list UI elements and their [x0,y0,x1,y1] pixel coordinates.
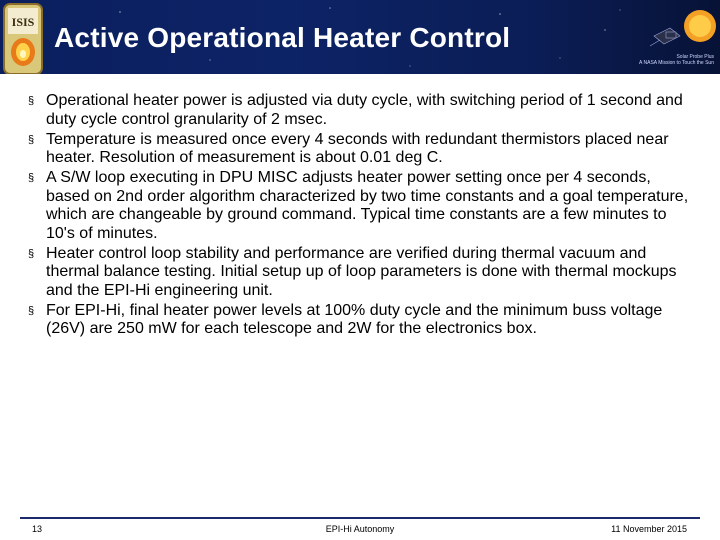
isis-logo [0,0,46,74]
solar-probe-logo [636,6,716,58]
bullet-icon: § [28,304,35,317]
header-banner [0,0,720,74]
page-title: Active Operational Heater Control [54,22,511,53]
bullet-item [28,131,696,168]
footer-date: 11 November 2015 [611,524,687,534]
bullet-icon: § [28,172,35,184]
bullet-item [28,169,696,243]
isis-logo-text: ISIS [11,15,35,29]
bullet-text: Heater control loop stability and performance are verified during thermal vacuum and thermal balance testing. Initial setup up of loop parameters is done with thermal mockups and the EPI-Hi engineering unit. [46,244,677,299]
footer-title: EPI-Hi Autonomy [325,524,395,534]
bullet-text: A S/W loop executing in DPU MISC adjusts heater power setting once per 4 seconds, based on 2nd order algorithm characterized by two time constants and a goal temperature, which are changeable by ground command. Typical time constants are a few minutes to 10's of minutes. [46,169,689,242]
mission-line-1: Solar Probe Plus [676,54,714,60]
bullet-icon: § [28,133,35,146]
bullet-list [28,92,696,340]
bullet-item [28,92,696,129]
bullet-icon: § [28,247,35,260]
mission-line-2: A NASA Mission to Touch the Sun [639,60,714,66]
bullet-text: For EPI-Hi, final heater power levels at 100% duty cycle and the minimum buss voltage (26V) are 250 mW for each telescope and 2W for the electronics box. [46,301,663,337]
bullet-text: Temperature is measured once every 4 seconds with redundant thermistors placed near heater. Resolution of measurement is about 0.01 deg C. [46,130,669,166]
bullet-text: Operational heater power is adjusted via duty cycle, with switching period of 1 second and duty cycle control granularity of 2 msec. [46,92,683,128]
bullet-icon: § [28,95,35,107]
bullet-item [28,245,696,301]
footer-divider [20,517,700,519]
mission-tagline [639,54,714,66]
bullet-item [28,302,696,339]
page-number: 13 [32,524,43,534]
